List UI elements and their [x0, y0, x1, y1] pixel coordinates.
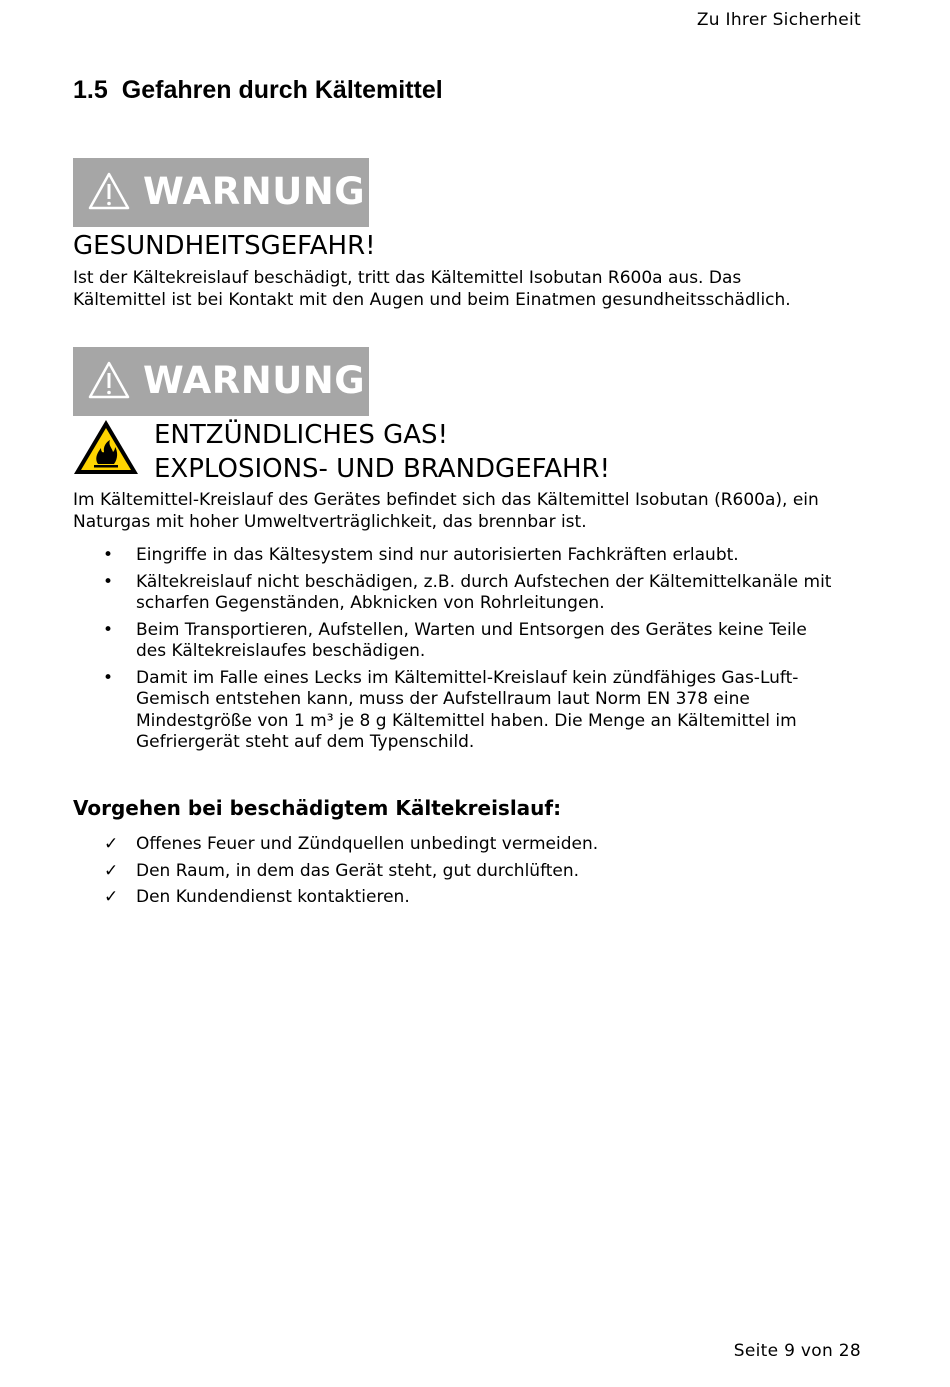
warning-banner: [73, 347, 369, 416]
hazard-description: [73, 268, 873, 311]
flammable-hazard-icon: [72, 418, 140, 476]
text-line: Eingriffe in das Kältesystem sind nur autorisierten Fachkräften erlaubt.: [136, 545, 739, 565]
page-number: Seite 9 von 28: [733, 1341, 861, 1361]
text-line: Kältekreislauf nicht beschädigen, z.B. durch Aufstechen der Kältemittelkanäle mit: [136, 571, 832, 592]
text-line: Damit im Falle eines Lecks im Kältemittel-Kreislauf kein zündfähiges Gas-Luft-: [136, 667, 799, 688]
checklist-item: [73, 834, 873, 856]
text-line: Naturgas mit hoher Umweltverträglichkeit, das brennbar ist.: [73, 511, 587, 532]
bullet-icon: •: [103, 545, 114, 565]
checklist-text: Offenes Feuer und Zündquellen unbedingt vermeiden.: [136, 834, 599, 854]
text-line: Gefriergerät steht auf dem Typenschild.: [136, 732, 475, 752]
checklist-text: Den Kundendienst kontaktieren.: [136, 887, 410, 907]
text-line: Mindestgröße von 1 m³ je 8 g Kältemittel haben. Die Menge an Kältemittel im: [136, 710, 797, 731]
list-item: [73, 545, 873, 567]
section-title: [73, 76, 443, 105]
checkmark-icon: ✓: [104, 860, 119, 881]
hazard-description: [73, 490, 873, 533]
warning-banner: [73, 158, 369, 227]
running-header: Zu Ihrer Sicherheit: [696, 10, 861, 30]
section-title-text: Gefahren durch Kältemittel: [121, 76, 443, 104]
list-item: [73, 620, 873, 663]
hazard-headline: GESUNDHEITSGEFAHR!: [73, 231, 376, 261]
headline-line: ENTZÜNDLICHES GAS!: [154, 420, 448, 450]
text-line: Beim Transportieren, Aufstellen, Warten und Entsorgen des Gerätes keine Teile: [136, 619, 807, 640]
procedure-checklist: [73, 834, 873, 914]
warning-triangle-icon: [88, 172, 130, 210]
text-line: des Kältekreislaufes beschädigen.: [136, 641, 426, 661]
checklist-text: Den Raum, in dem das Gerät steht, gut durchlüften.: [136, 860, 580, 881]
checklist-item: [73, 861, 873, 883]
checklist-item: [73, 887, 873, 909]
text-line: scharfen Gegenständen, Abknicken von Rohrleitungen.: [136, 593, 605, 613]
text-line: Kältemittel ist bei Kontakt mit den Augen und beim Einatmen gesundheitsschädlich.: [73, 289, 791, 310]
text-line: Ist der Kältekreislauf beschädigt, tritt das Kältemittel Isobutan R600a aus. Das: [73, 268, 742, 288]
checkmark-icon: ✓: [104, 834, 119, 854]
section-number: 1.5: [73, 76, 108, 104]
hazard-headline: [154, 418, 610, 486]
list-item: [73, 572, 873, 615]
list-item: [73, 668, 873, 754]
warning-triangle-icon: [88, 361, 130, 399]
text-line: Im Kältemittel-Kreislauf des Gerätes befindet sich das Kältemittel Isobutan (R600a), ein: [73, 490, 819, 510]
procedure-heading: Vorgehen bei beschädigtem Kältekreislauf:: [73, 796, 562, 820]
precaution-list: [73, 545, 873, 759]
checkmark-icon: ✓: [104, 887, 119, 907]
warning-label: WARNUNG: [143, 359, 366, 402]
bullet-icon: •: [103, 571, 114, 592]
headline-line: EXPLOSIONS- UND BRANDGEFAHR!: [154, 454, 611, 484]
bullet-icon: •: [103, 619, 114, 640]
warning-label: WARNUNG: [143, 170, 366, 213]
bullet-icon: •: [103, 667, 114, 688]
text-line: Gemisch entstehen kann, muss der Aufstellraum laut Norm EN 378 eine: [136, 689, 750, 709]
